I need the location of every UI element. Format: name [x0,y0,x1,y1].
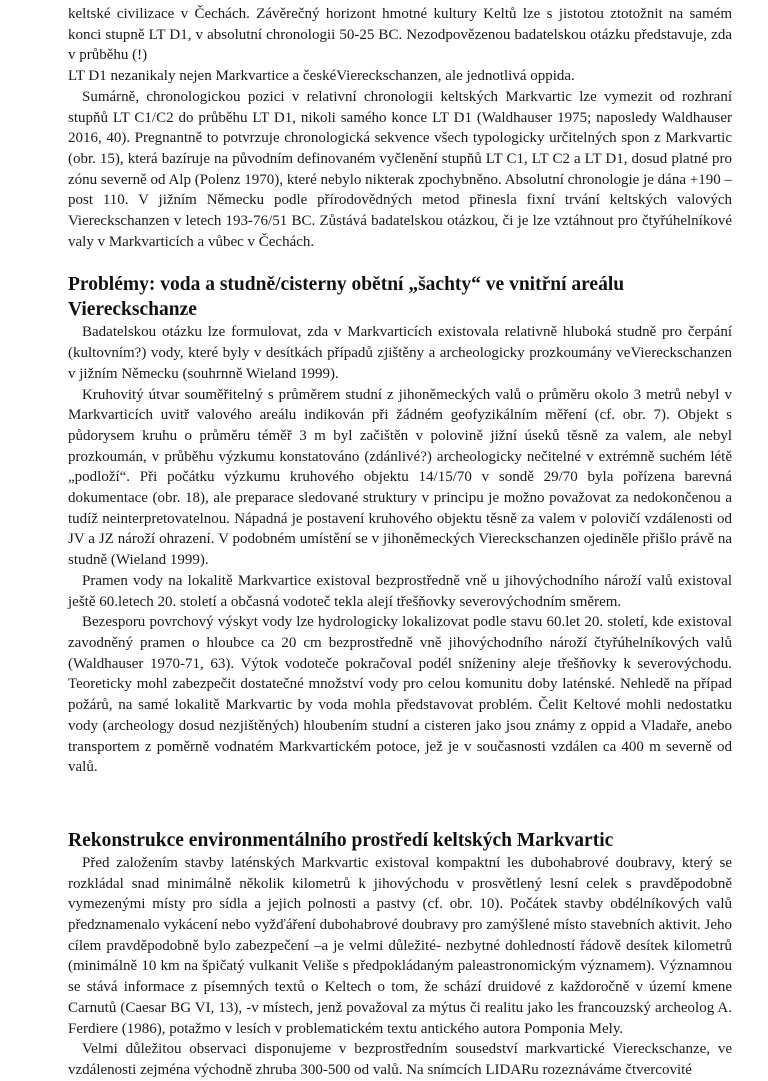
text-paragraph: Před založením stavby laténských Markvartic existoval kompaktní les dubohabrové doubravy, který se rozkládal snad minimálně několik kilometrů k jihovýchodu v prosvětlený lesní celek s pravděpodobně vymezenými místy pro sídla a jejich polnosti a pastvy (cf. obr. 10). Počátek stavby obdélníkových valů předznamenalo vykácení nebo vyžďáření dubohabrové doubravy pro zamýšlené místo stavebních aktivit. Jeho cílem pravděpodobně bylo zabezpečení –a je velmi důležité- nezbytné dohledností řádově desítek kilometrů (minimálně 10 km na špičatý vulkanit Veliše s předpokládaným paleastronomickým významem). Významnou se stává informace z písemných textů o Keltech o tom, že schází druidové z každoročně v území kmene Carnutů (Caesar BG VI, 13), -v místech, jenž považoval za mýtus či realitu jako les francouzský archeolog A. Ferdiere (1986), potažmo v lesích v problematickém textu antického autora Pomponia Mely. [68,854,732,1037]
text-paragraph: Badatelskou otázku lze formulovat, zda v Markvarticích existovala relativně hluboká studně pro čerpání (kultovním?) vody, které byly v desítkách případů zjištěny a archeologicky prozkoumány veViereckschanzen v jižním Německu (souhrnně Wieland 1999). [68,324,732,382]
text-paragraph: Pramen vody na lokalitě Markvartice existoval bezprostředně vně u jihovýchodního nároží valů existoval ještě 60.letech 20. století a občasná vodoteč tekla alejí třešňovky severovýchodním směrem. [68,572,732,610]
text-paragraph: LT D1 nezanikaly nejen Markvartice a českéViereckschanzen, ale jednotlivá oppida. [68,68,575,85]
text-paragraph: Sumárně, chronologickou pozici v relativní chronologii keltských Markvartic lze vymezit od rozhraní stupňů LT C1/C2 do průběhu LT D1, nikoli samého konce LT D1 (Waldhauser 1975; naposledy Waldhauser 2016, 40). Pregnantně to potvrzuje chronologická sekvence všech typologicky určitelných spon z Markvartic (obr. 15), která bazíruje na původním definovaném vyčlenění stupňů LT C1, LT C2 a LT D1, dosud platné pro zónu severně od Alp (Polenz 1970), které nebylo nikterak zpochybněno. Absolutní chronologie je dána +190 – post 110. V jižním Německu podle přírodovědných metod přinesla fixní trvání keltských valových Viereckschanzen v letech 193-76/51 BC. Zůstává badatelskou otázkou, či je lze vztáhnout pro čtyřúhelníkové valy v Markvarticích a vůbec v Čechách. [68,88,732,250]
text-paragraph: Bezesporu povrchový výskyt vody lze hydrologicky lokalizovat podle stavu 60.let 20. století, kde existoval zavodněný pramen o hloubce ca 20 cm bezprostředně vně jihovýchodního nároží čtyřúhelníkových valů (Waldhauser 1970-71, 63). Výtok vodoteče pokračoval podél sníženiny aleje třešňovky k severovýchodu. Teoreticky mohl zabezpečit dostatečné množství vody pro celou komunitu doby laténské. Nehledě na případ požárů, na samé lokalitě Markvartic by voda mohla představovat problém. Čelit Keltové mohli nedostatku vody (archeology dosud nezjištěných) hloubením studní a cisteren jako jsou známy z oppid a Vladaře, anebo transportem z poměrně vodnatém Markvartickém potoce, jež je v současnosti vzdálen ca 400 m severně od valů. [68,614,732,776]
text-paragraph: Kruhovitý útvar souměřitelný s průměrem studní z jihoněmeckých valů o průměru okolo 3 metrů nebyl v Markvarticích uvitř valového areálu indikován při žádném geofyzikálním měření (cf. obr. 7). Objekt s půdorysem kruhu o průměru téměř 3 m byl začištěn v polovině jižní úseků těsně za valem, ale nebyl prozkoumán, v průběhu výzkumu konstatováno (zdánlivé?) archeologicky nečitelné v extrémně suchém létě „podloží“. Při počátku výzkumu kruhového objektu 14/15/70 v sondě 29/70 byla pořízena barevná dokumentace (obr. 18), ale preparace sledované struktury v principu je možno považovat za nedokončenou a tudíž neinterpretovatelnou. Nápadná je postavení kruhového objektu těsně za valem v polovičí vzdálenosti od JV a JZ nároží ohrazení. V podobném umístění se v jihoněmeckých Viereckschanzen ojediněle přišlo právě na studně (Wieland 1999). [68,386,732,569]
section-heading: Problémy: voda a studně/cisterny obětní „šachty“ ve vnitřní areálu Viereckschanze [68,274,625,321]
section-heading: Rekonstrukce environmentálního prostředí keltských Markvartic [68,829,614,851]
text-paragraph: keltské civilizace v Čechách. Závěrečný horizont hmotné kultury Keltů lze s jistotou ztotožnit na samém konci stupně LT D1, v absolutní chronologii 50-25 BC. Nezodpovězenou badatelskou otázku představuje, zda v průběhu (!) [68,6,732,64]
text-paragraph: Velmi důležitou observaci disponujeme v bezprostředním sousedství markvartické Viereckschanze, ve vzdálenosti zejména východně zhruba 300-500 od valů. Na snímcích LIDARu rozeznáváme čtvercovité [68,1041,732,1078]
